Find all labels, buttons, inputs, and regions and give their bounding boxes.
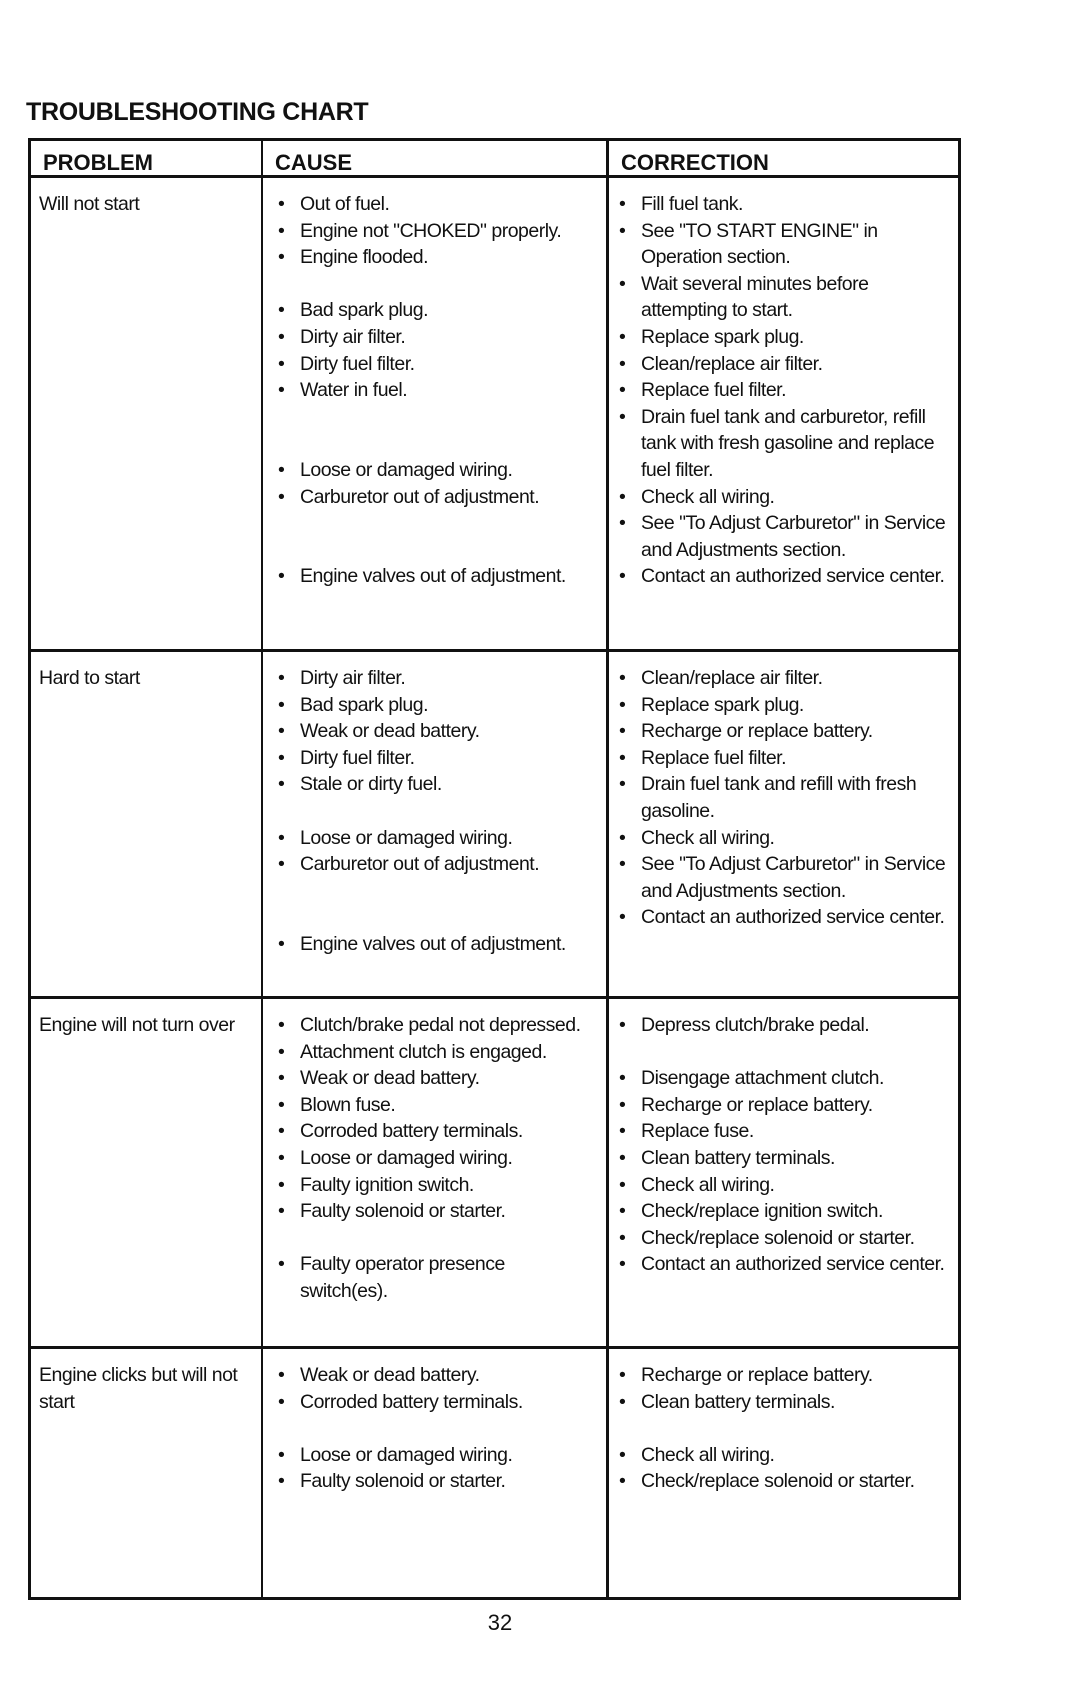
correction-list	[609, 191, 958, 590]
problem-cell	[31, 1349, 263, 1597]
cause-list	[263, 191, 606, 590]
correction-item: • Wait several minutes before attempting to start.	[619, 271, 950, 324]
header-cause: CAUSE	[263, 141, 609, 178]
correction-item: • Drain fuel tank and refill with fresh gasoline.	[619, 771, 950, 824]
correction-item: • Check/replace solenoid or starter.	[619, 1225, 950, 1252]
correction-item: • Replace fuel filter.	[619, 377, 950, 404]
correction-item: • Clean battery terminals.	[619, 1389, 950, 1416]
cause-item: • Faulty operator presence switch(es).	[278, 1251, 594, 1304]
cause-list	[263, 665, 606, 958]
cause-item: • Engine valves out of adjustment.	[278, 931, 594, 958]
cause-cell	[263, 1349, 609, 1597]
cause-item: • Clutch/brake pedal not depressed.	[278, 1012, 594, 1039]
cause-list	[263, 1012, 606, 1305]
correction-item: • Check/replace solenoid or starter.	[619, 1468, 950, 1495]
problem-text: Hard to start	[39, 667, 140, 689]
correction-item: • Clean/replace air filter.	[619, 665, 950, 692]
correction-list	[609, 665, 958, 931]
troubleshooting-table	[28, 138, 961, 1600]
correction-item: • Check all wiring.	[619, 825, 950, 852]
correction-cell	[609, 178, 958, 649]
problem-text: Will not start	[39, 193, 140, 215]
correction-cell	[609, 1349, 958, 1597]
correction-item: • Check all wiring.	[619, 484, 950, 511]
cause-item: • Corroded battery terminals.	[278, 1389, 594, 1416]
problem-cell	[31, 652, 263, 996]
problem-text: Engine will not turn over	[39, 1014, 235, 1036]
correction-item: • Replace fuse.	[619, 1118, 950, 1145]
correction-item: • Replace spark plug.	[619, 692, 950, 719]
cause-item: • Corroded battery terminals.	[278, 1118, 594, 1145]
correction-item: • Recharge or replace battery.	[619, 718, 950, 745]
cause-item: • Loose or damaged wiring.	[278, 457, 594, 484]
correction-item: • Contact an authorized service center.	[619, 563, 950, 590]
correction-item: • Fill fuel tank.	[619, 191, 950, 218]
cause-item: • Dirty air filter.	[278, 324, 594, 351]
cause-item: • Carburetor out of adjustment.	[278, 851, 594, 878]
cause-item: • Bad spark plug.	[278, 692, 594, 719]
correction-item: • Depress clutch/brake pedal.	[619, 1012, 950, 1039]
correction-item: • Disengage attachment clutch.	[619, 1065, 950, 1092]
cause-item: • Carburetor out of adjustment.	[278, 484, 594, 511]
cause-item: • Loose or damaged wiring.	[278, 1145, 594, 1172]
correction-item: • Replace spark plug.	[619, 324, 950, 351]
correction-cell	[609, 999, 958, 1346]
cause-list	[263, 1362, 606, 1495]
cause-item: • Weak or dead battery.	[278, 1362, 594, 1389]
correction-item: • Check all wiring.	[619, 1442, 950, 1469]
cause-cell	[263, 178, 609, 649]
problem-cell	[31, 178, 263, 649]
problem-text: Engine clicks but will not start	[39, 1364, 238, 1413]
cause-item: • Weak or dead battery.	[278, 1065, 594, 1092]
correction-cell	[609, 652, 958, 996]
cause-item: • Water in fuel.	[278, 377, 594, 404]
correction-item: • Clean/replace air filter.	[619, 351, 950, 378]
cause-item: • Loose or damaged wiring.	[278, 1442, 594, 1469]
correction-item: • Recharge or replace battery.	[619, 1092, 950, 1119]
cause-cell	[263, 652, 609, 996]
table-row	[31, 999, 958, 1349]
cause-item: • Faulty solenoid or starter.	[278, 1468, 594, 1495]
cause-item: • Engine not "CHOKED" properly.	[278, 218, 594, 245]
page-title: TROUBLESHOOTING CHART	[26, 98, 369, 126]
correction-list	[609, 1012, 958, 1278]
cause-item: • Stale or dirty fuel.	[278, 771, 594, 798]
cause-item: • Dirty air filter.	[278, 665, 594, 692]
header-correction: CORRECTION	[609, 141, 958, 178]
correction-item: • See "To Adjust Carburetor" in Service and Adjustments section.	[619, 510, 950, 563]
cause-item: • Blown fuse.	[278, 1092, 594, 1119]
table-row	[31, 1349, 958, 1597]
cause-item: • Faulty ignition switch.	[278, 1172, 594, 1199]
correction-item: • Contact an authorized service center.	[619, 1251, 950, 1278]
correction-item: • Check all wiring.	[619, 1172, 950, 1199]
page-number: 32	[487, 1610, 513, 1635]
cause-item: • Engine flooded.	[278, 244, 594, 271]
correction-item: • Contact an authorized service center.	[619, 904, 950, 931]
problem-cell	[31, 999, 263, 1346]
cause-item: • Loose or damaged wiring.	[278, 825, 594, 852]
correction-item: • Drain fuel tank and carburetor, refill tank with fresh gasoline and replace fuel filter.	[619, 404, 950, 484]
cause-item: • Faulty solenoid or starter.	[278, 1198, 594, 1225]
cause-item: • Bad spark plug.	[278, 297, 594, 324]
cause-item: • Weak or dead battery.	[278, 718, 594, 745]
correction-item: • Check/replace ignition switch.	[619, 1198, 950, 1225]
correction-item: • See "TO START ENGINE" in Operation section.	[619, 218, 950, 271]
cause-item: • Attachment clutch is engaged.	[278, 1039, 594, 1066]
table-row	[31, 652, 958, 999]
cause-cell	[263, 999, 609, 1346]
header-problem: PROBLEM	[31, 141, 263, 178]
cause-item: • Dirty fuel filter.	[278, 745, 594, 772]
cause-item: • Engine valves out of adjustment.	[278, 563, 594, 590]
correction-list	[609, 1362, 958, 1495]
table-row	[31, 178, 958, 652]
cause-item: • Out of fuel.	[278, 191, 594, 218]
correction-item: • Recharge or replace battery.	[619, 1362, 950, 1389]
table-header-row	[31, 141, 958, 178]
correction-item: • Replace fuel filter.	[619, 745, 950, 772]
correction-item: • Clean battery terminals.	[619, 1145, 950, 1172]
cause-item: • Dirty fuel filter.	[278, 351, 594, 378]
correction-item: • See "To Adjust Carburetor" in Service and Adjustments section.	[619, 851, 950, 904]
